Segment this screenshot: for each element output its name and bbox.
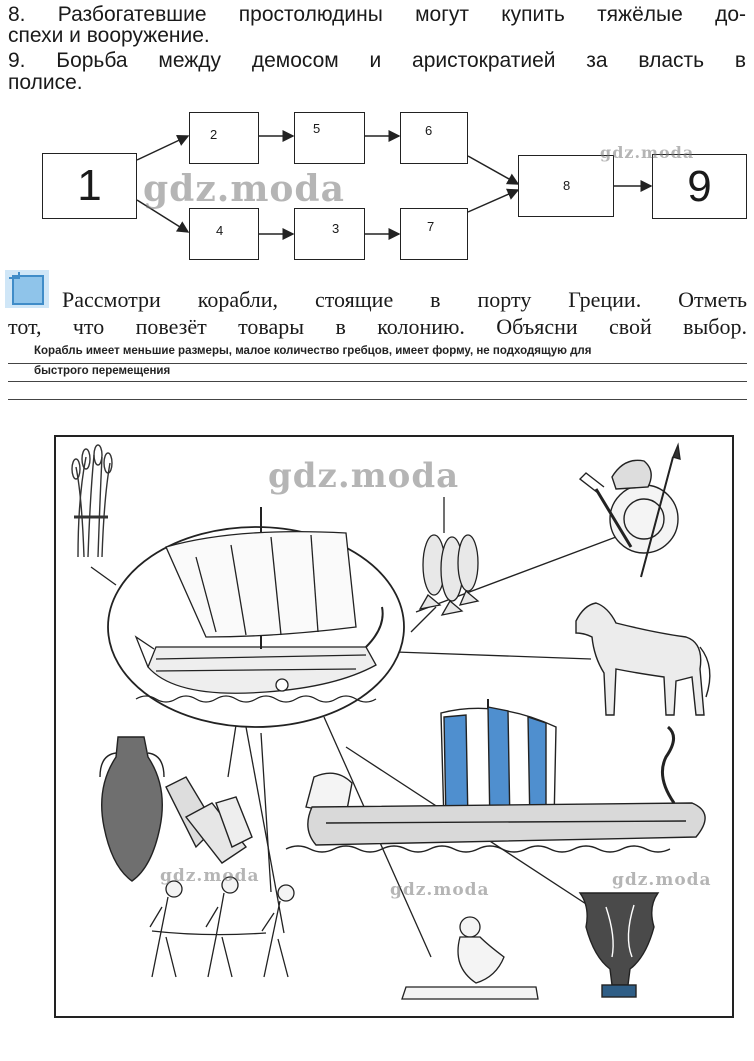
- diagram-box-1: 1: [42, 153, 137, 219]
- amphorae-icon: [100, 737, 252, 881]
- watermark: gdz.moda: [390, 880, 490, 900]
- item9-line1: 9. Борьба между демосом и аристократией за власть в: [8, 49, 746, 72]
- vase-icon: [580, 893, 658, 997]
- item8-line1: 8. Разбогатевшие простолюдины могут купить тяжёлые до-: [8, 3, 746, 26]
- item8-line2: спехи и вооружение.: [8, 24, 210, 47]
- warship-trireme-icon: [286, 699, 705, 852]
- diagram-box-6: 6: [400, 112, 468, 164]
- watermark: gdz.moda: [600, 143, 695, 162]
- answer-rule: [8, 399, 747, 400]
- answer-rule: [8, 363, 747, 364]
- ships-illustration: [56, 437, 732, 1016]
- task-line2: тот, что повезёт товары в колонию. Объясни свой выбор.: [8, 314, 747, 339]
- item9-line2: полисе.: [8, 71, 83, 94]
- diagram-box-5: 5: [294, 112, 365, 164]
- diagram-box-7: 7: [400, 208, 468, 260]
- diagram-box-9: 9: [652, 154, 747, 219]
- fish-icon: [420, 497, 478, 615]
- watermark: gdz.moda: [160, 866, 260, 886]
- ships-picture: [54, 435, 734, 1018]
- statue-icon: [402, 917, 538, 999]
- answer-rule: [8, 381, 747, 382]
- weapons-shield-helmet-icon: [580, 445, 680, 577]
- watermark: gdz.moda: [612, 870, 712, 890]
- task-line1: Рассмотри корабли, стоящие в порту Греции. Отметь: [62, 287, 747, 312]
- wheat-sheaf-icon: [72, 445, 112, 557]
- diagram-box-4: 4: [189, 208, 259, 260]
- task-icon: [5, 270, 49, 308]
- diagram-box-3: 3: [294, 208, 365, 260]
- watermark: gdz.moda: [268, 456, 460, 496]
- horse-icon: [576, 603, 710, 715]
- watermark: gdz.moda: [143, 168, 345, 210]
- diagram-box-2: 2: [189, 112, 259, 164]
- diagram-box-8: 8: [518, 155, 614, 217]
- answer-line1: Корабль имеет меньшие размеры, малое количество гребцов, имеет форму, не подходящую для: [34, 345, 592, 357]
- answer-line2: быстрого перемещения: [34, 365, 171, 377]
- slaves-icon: [150, 877, 294, 977]
